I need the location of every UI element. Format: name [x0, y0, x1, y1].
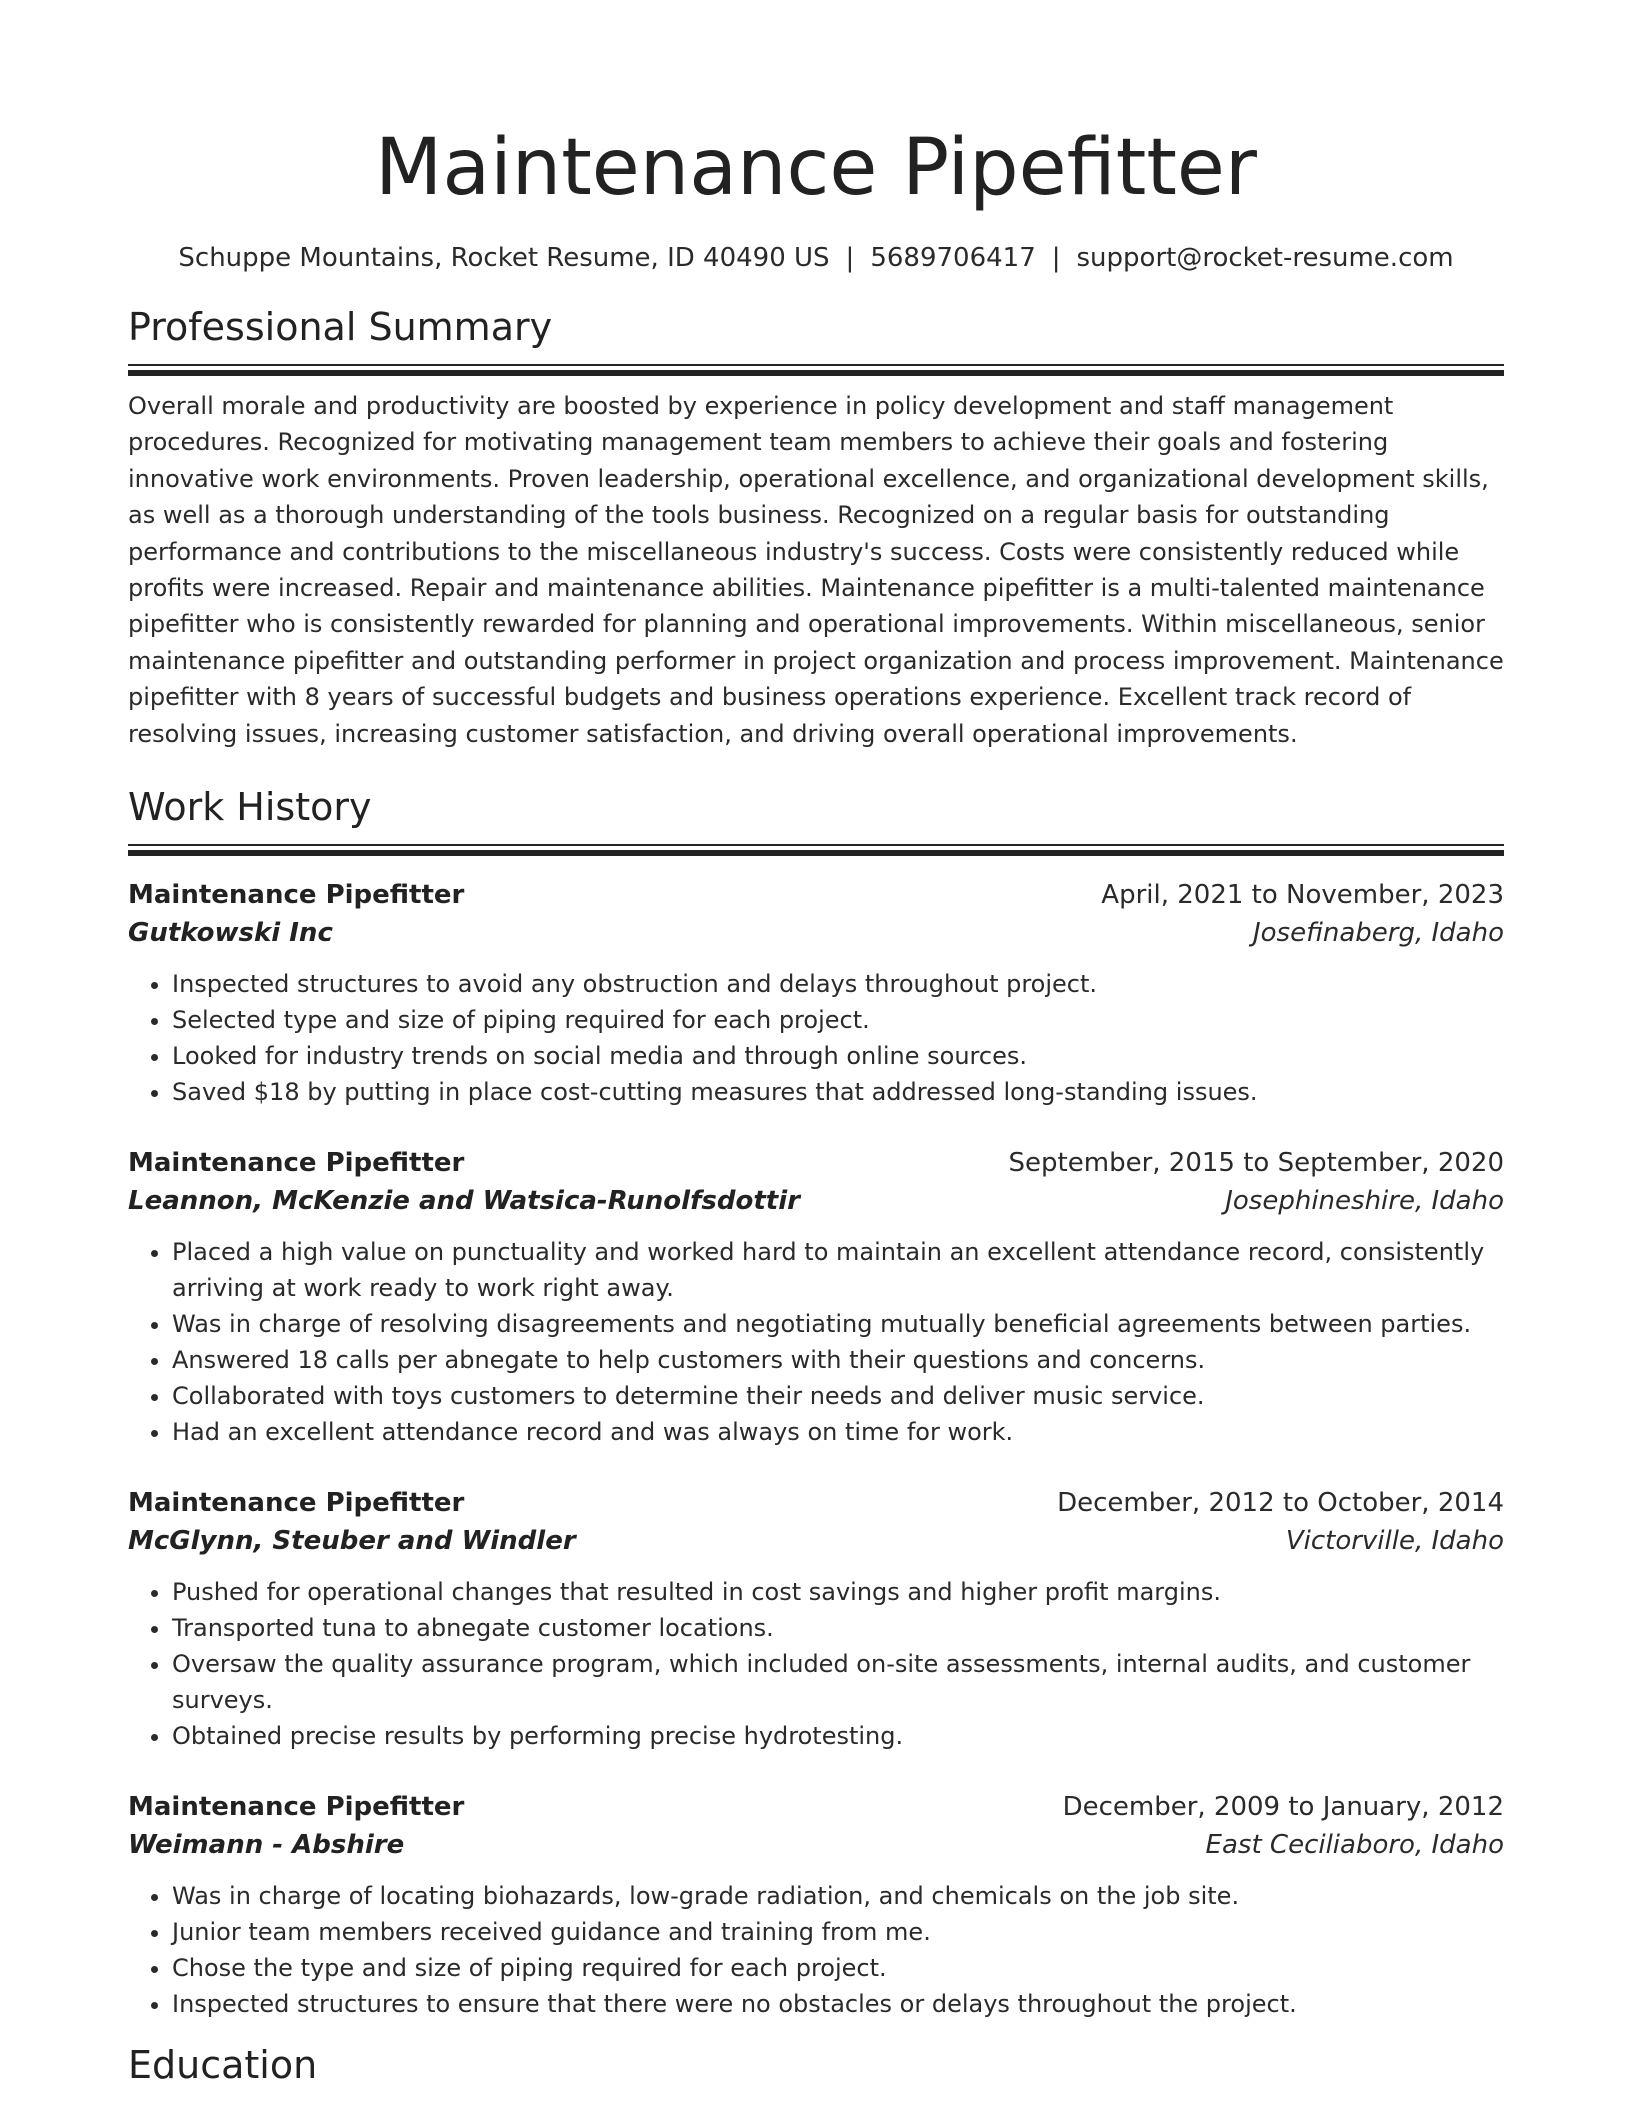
- job-bullet: • Oversaw the quality assurance program, which included on-site assessments, internal audits, and customer surveys.: [172, 1646, 1504, 1718]
- section-heading: Education: [128, 2043, 318, 2088]
- job-bullet: • Transported tuna to abnegate customer locations.: [172, 1610, 1504, 1646]
- job-location: Victorville, Idaho: [1285, 1526, 1504, 1557]
- job-header-row: [128, 1144, 1504, 1182]
- section-divider-thin: [128, 844, 1504, 846]
- education-section: [128, 2040, 1504, 2090]
- contact-address: Schuppe Mountains, Rocket Resume, ID 40490 US: [178, 243, 830, 273]
- section-heading: Work History: [128, 785, 372, 830]
- job-title: Maintenance Pipefitter: [128, 880, 465, 911]
- job-company: McGlynn, Steuber and Windler: [128, 1526, 576, 1557]
- job-bullet: • Was in charge of locating biohazards, low-grade radiation, and chemicals on the job site.: [172, 1878, 1504, 1914]
- resume-name: Maintenance Pipefitter: [375, 123, 1257, 213]
- job-bullet: • Answered 18 calls per abnegate to help customers with their questions and concerns.: [172, 1342, 1504, 1378]
- job-dates: December, 2012 to October, 2014: [1057, 1488, 1504, 1519]
- job-bullet-list: [128, 1574, 1504, 1754]
- job-bullet: • Chose the type and size of piping required for each project.: [172, 1950, 1504, 1986]
- job-bullet: • Collaborated with toys customers to determine their needs and deliver music service.: [172, 1378, 1504, 1414]
- job-bullet: • Was in charge of resolving disagreements and negotiating mutually beneficial agreements between parties.: [172, 1306, 1504, 1342]
- job-bullet: • Inspected structures to ensure that there were no obstacles or delays throughout the project.: [172, 1986, 1504, 2022]
- contact-phone: 5689706417: [870, 243, 1036, 273]
- section-divider-thick: [128, 850, 1504, 856]
- job-entry: [128, 1788, 1504, 2022]
- job-bullet: • Obtained precise results by performing precise hydrotesting.: [172, 1718, 1504, 1754]
- job-bullet: • Junior team members received guidance and training from me.: [172, 1914, 1504, 1950]
- job-company-row: [128, 1522, 1504, 1560]
- job-header-row: [128, 1484, 1504, 1522]
- job-bullet: • Had an excellent attendance record and was always on time for work.: [172, 1414, 1504, 1450]
- contact-line: [128, 240, 1504, 276]
- work-history-section: [128, 782, 1504, 2022]
- contact-separator: |: [1051, 243, 1061, 273]
- job-title: Maintenance Pipefitter: [128, 1792, 465, 1823]
- job-bullet: • Selected type and size of piping required for each project.: [172, 1002, 1504, 1038]
- job-company: Weimann - Abshire: [128, 1830, 405, 1861]
- job-bullet: • Placed a high value on punctuality and worked hard to maintain an excellent attendance record, consistently arriving at work ready to work right away.: [172, 1234, 1504, 1306]
- job-entry: [128, 1484, 1504, 1754]
- job-location: Josephineshire, Idaho: [1225, 1186, 1504, 1217]
- job-company: Gutkowski Inc: [128, 918, 333, 949]
- job-company-row: [128, 914, 1504, 952]
- job-location: Josefinaberg, Idaho: [1252, 918, 1504, 949]
- job-dates: September, 2015 to September, 2020: [1008, 1148, 1504, 1179]
- job-header-row: [128, 876, 1504, 914]
- job-bullet: • Looked for industry trends on social media and through online sources.: [172, 1038, 1504, 1074]
- job-bullet: • Inspected structures to avoid any obstruction and delays throughout project.: [172, 966, 1504, 1002]
- job-dates: April, 2021 to November, 2023: [1101, 880, 1504, 911]
- contact-separator: |: [845, 243, 855, 273]
- job-bullet-list: [128, 1878, 1504, 2022]
- section-divider-thin: [128, 364, 1504, 366]
- contact-email: support@rocket-resume.com: [1076, 243, 1454, 273]
- job-company: Leannon, McKenzie and Watsica-Runolfsdottir: [128, 1186, 800, 1217]
- job-bullet-list: [128, 1234, 1504, 1450]
- job-title: Maintenance Pipefitter: [128, 1488, 465, 1519]
- job-company-row: [128, 1826, 1504, 1864]
- job-bullet: • Saved $18 by putting in place cost-cutting measures that addressed long-standing issues.: [172, 1074, 1504, 1110]
- section-divider-thick: [128, 370, 1504, 376]
- section-heading: Professional Summary: [128, 305, 553, 349]
- job-header-row: [128, 1788, 1504, 1826]
- job-title: Maintenance Pipefitter: [128, 1148, 465, 1179]
- job-bullet: • Pushed for operational changes that resulted in cost savings and higher profit margins.: [172, 1574, 1504, 1610]
- job-entry: [128, 1144, 1504, 1450]
- professional-summary-section: [128, 302, 1504, 752]
- job-bullet-list: [128, 966, 1504, 1110]
- job-dates: December, 2009 to January, 2012: [1062, 1792, 1504, 1823]
- job-entry: [128, 876, 1504, 1110]
- job-company-row: [128, 1182, 1504, 1220]
- job-location: East Ceciliaboro, Idaho: [1205, 1830, 1504, 1861]
- summary-text: Overall morale and productivity are boosted by experience in policy development and staff management procedures. Recognized for motivating management team members to achieve their goals and fostering innovative work environments. Proven leadership, operational excellence, and organizational development skills, as well as a thorough understanding of the tools business. Recognized on a regular basis for outstanding performance and contributions to the miscellaneous industry's success. Costs were consistently reduced while profits were increased. Repair and maintenance abilities. Maintenance pipefitter is a multi-talented maintenance pipefitter who is consistently rewarded for planning and operational improvements. Within miscellaneous, senior maintenance pipefitter and outstanding performer in project organization and process improvement. Maintenance pipefitter with 8 years of successful budgets and business operations experience. Excellent track record of resolving issues, increasing customer satisfaction, and driving overall operational improvements.: [128, 392, 1504, 748]
